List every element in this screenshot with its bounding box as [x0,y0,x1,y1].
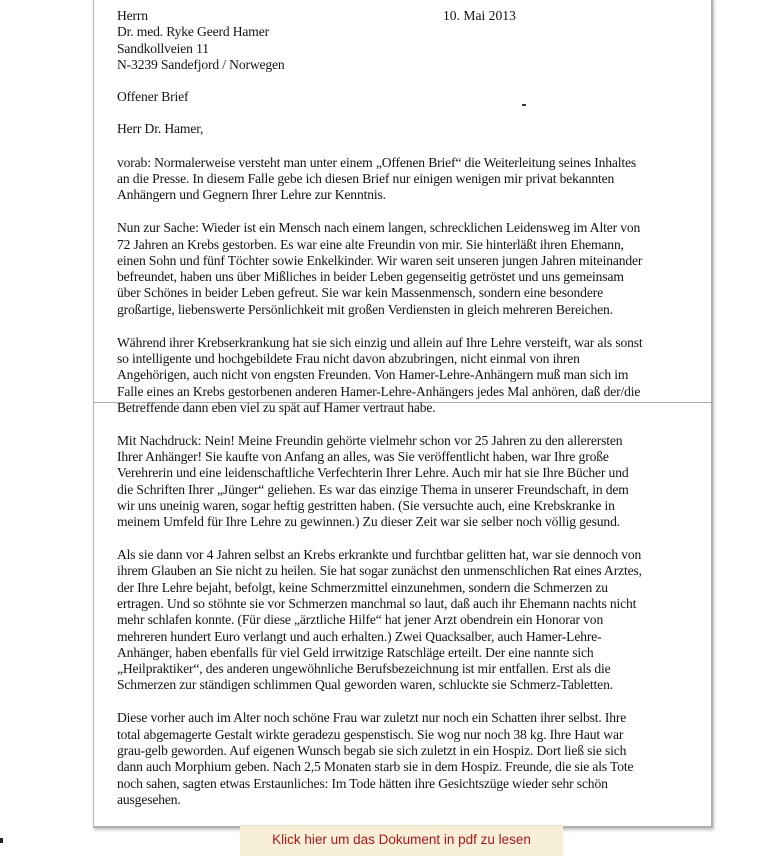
text-line: einen Sohn und fünf Töchter sowie Enkelkinder. Wir waren seit unseren jungen Jahren miteinander [117,252,643,268]
text-line: ertragen. Und so stöhnte sie vor Schmerzen manchmal so laut, daß auch ihr Ehemann nachts nicht [117,595,637,611]
paragraph [117,335,702,416]
recipient-line: Dr. med. Ryke Geerd Hamer [117,24,269,40]
text-line: noch sahen, sagten etwas Erstaunliches: Im Tode hätten ihre Gesichtszüge wieder sehr schön [117,775,608,791]
text-line: Mit Nachdruck: Nein! Meine Freundin gehörte vielmehr schon vor 25 Jahren zu den allerersten [117,432,623,448]
open-pdf-link[interactable] [240,825,563,856]
recipient-line: Sandkollveien 11 [117,40,209,56]
text-line: 72 Jahren an Krebs gestorben. Es war eine alte Freundin von mir. Sie hinterläßt ihren Ehemann, [117,236,624,252]
text-line: mehr schlafen konnte. (Für diese „ärztliche Hilfe“ hat jener Arzt obendrein ein Honorar von [117,612,604,628]
corner-artifact [0,838,3,843]
letter-body [117,8,702,825]
text-line: mehreren hundert Euro verlangt und auch erhalten.) Zwei Quacksalber, auch Hamer-Lehre- [117,628,602,644]
text-line: Betreffende dann eben viel zu spät auf Hamer vertraut habe. [117,399,436,415]
text-line: die Schriften Ihrer „Jünger“ geliehen. Es war das einzige Thema in unserer Freundschaft, in dem [117,481,629,497]
text-line: der Ihre Lehre bejaht, befolgt, keine Schmerzmittel einzunehmen, sondern die Schmerzen zu [117,579,608,595]
recipient-address [117,8,702,73]
text-line: Nun zur Sache: Wieder ist ein Mensch nach einem langen, schrecklichen Leidensweg im Alter von [117,220,641,236]
text-line: Falle eines an Krebs gestorbenen anderen Hamer-Lehre-Anhängers jedes Mal anhören, daß der/die [117,383,641,399]
paragraph [117,220,702,318]
open-pdf-link-label: Klick hier um das Dokument in pdf zu lesen [272,832,531,847]
text-line: Während ihrer Krebserkrankung hat sie sich einzig und allein auf Ihre Lehre versteift, war als sonst [117,334,643,350]
paragraph [117,547,702,694]
text-line: wir uns uneinig waren, sogar heftig gestritten haben. (Sie versuchte auch, eine Krebskranke in [117,497,615,513]
letter-salutation: Herr Dr. Hamer, [117,121,204,137]
text-line: meinem Umfeld für Ihre Lehre zu gewinnen.) Zu dieser Zeit war sie selber noch völlig gesund. [117,514,620,530]
recipient-line: Herrn [117,8,148,23]
text-line: ihrem Glauben an Sie nicht zu heilen. Sie hat sogar zunächst den unmenschlichen Rat eines Arztes, [117,563,642,579]
text-line: Verehrerin und eine leidenschaftliche Verfechterin Ihrer Lehre. Auch mir hat sie Ihre Bücher und [117,465,629,481]
text-line: befreundet, haben uns über Mißliches in beider Leben gegenseitig getröstet und uns gemeinsam [117,269,624,285]
text-line: total abgemagerte Gestalt wirkte geradezu gespenstisch. Sie wog nur noch 38 kg. Ihre Haut war [117,726,624,742]
text-line: vorab: Normalerweise versteht man unter einem „Offenen Brief“ die Weiterleitung seines Inhaltes [117,154,637,170]
letter-date: 10. Mai 2013 [443,8,516,23]
text-line: dann auch Morphium geben. Nach 2,5 Monaten starb sie in dem Hospiz. Freunde, die sie als Tote [117,759,634,775]
letter-subject: Offener Brief [117,89,189,105]
text-line: grau-gelb geworden. Auf eigenen Wunsch begab sie sich zuletzt in ein Hospiz. Dort ließ sie sich [117,742,627,758]
text-line: Als sie dann vor 4 Jahren selbst an Krebs erkrankte und furchtbar gelitten hat, war sie dennoch von [117,547,642,563]
text-line: an die Presse. In diesem Falle gebe ich diesen Brief nur einigen wenigen mir privat bekannten [117,171,615,187]
text-line: Schmerzen zur ständigen schlimmen Qual geworden waren, schluckte sie Schmerz-Tabletten. [117,677,613,693]
text-line: über Schönes in beider Leben gefreut. Sie war kein Massenmensch, sondern eine besondere [117,285,603,301]
text-line: Anhänger, haben ebenfalls für viel Geld irrwitzige Ratschläge erteilt. Der eine nannte sich [117,644,594,660]
text-line: Anhängern und Gegnern Ihrer Lehre zur Kenntnis. [117,187,386,203]
paragraph [117,710,702,808]
letter-document [93,0,713,828]
text-line: Diese vorher auch im Alter noch schöne Frau war zuletzt nur noch ein Schatten ihrer selbst. Ihre [117,710,627,726]
text-line: ausgesehen. [117,791,181,807]
text-line: „Heilpraktiker“, des anderen ungewöhnliche Berufsbezeichnung ist mir entfallen. Erst als die [117,661,611,677]
text-line: so intelligente und hochgebildete Frau nicht davon abzubringen, nicht einmal von ihren [117,350,580,366]
paragraph [117,155,702,204]
paragraph [117,433,702,531]
text-line: großartige, liebenswerte Persönlichkeit mit großen Verdiensten in gleich mehreren Bereichen. [117,301,613,317]
text-line: Angehörigen, auch nicht von engsten Freunden. Von Hamer-Lehre-Anhängern muß man sich im [117,367,629,383]
text-line: Ihrer Anhänger! Sie kaufte von Anfang an alles, was Sie veröffentlicht haben, war Ihre große [117,449,609,465]
recipient-line: N-3239 Sandefjord / Norwegen [117,56,285,72]
